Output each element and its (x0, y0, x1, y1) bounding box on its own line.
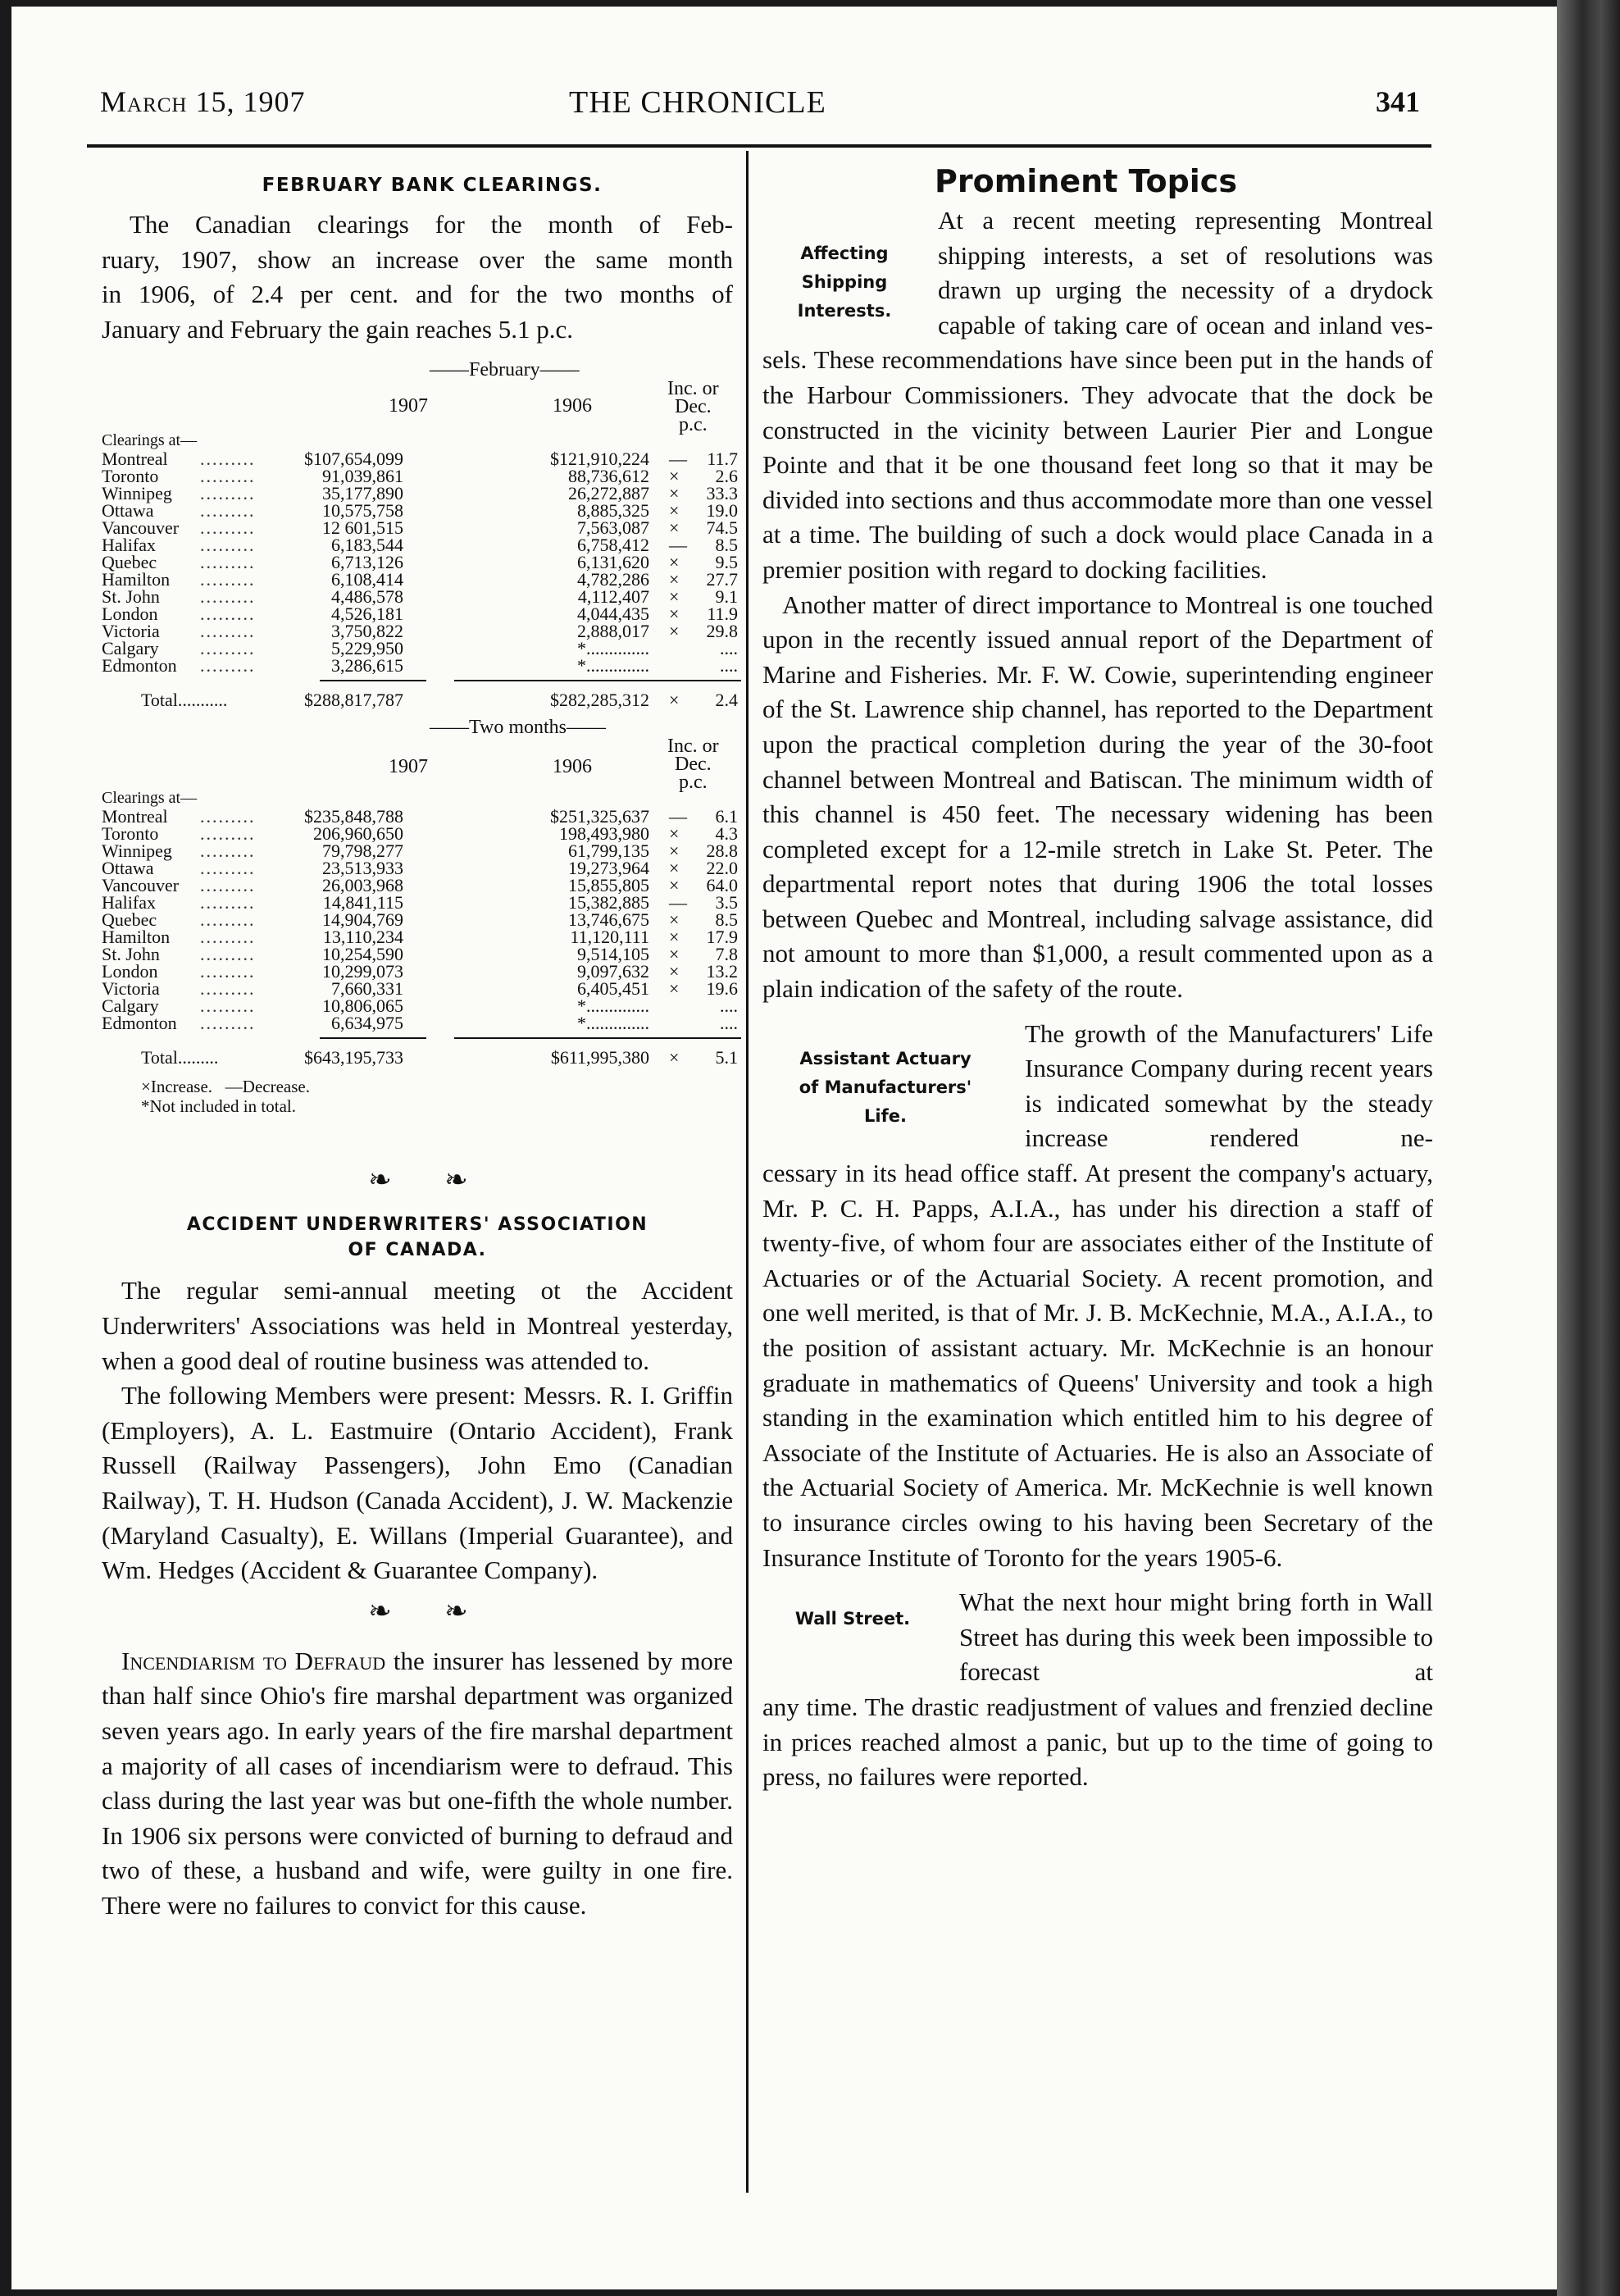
row-city: Winnipeg (102, 840, 172, 862)
row-value-1907: 14,904,769 (322, 909, 403, 931)
row-value-1906: $121,910,224 (550, 449, 649, 470)
row-percent: 74.5 (706, 517, 738, 539)
row-percent: 11.7 (707, 449, 738, 470)
row-value-1906: 15,382,885 (568, 892, 649, 913)
topics-title: Prominent Topics (935, 163, 1237, 199)
incendiarism-text: the insurer has lessened by more than half since Ohio's fire marshal department was organized seven years ago. In early years of the fire marshal department a majority of all cases of incendiarism were to defraud. This class during the last year was but one-fifth the whole number. In 1906 six persons were convicted of burning to defraud and two of these, a husband and wife, were guilty in one fire. There were no failures to convict for this cause. (102, 1646, 733, 1920)
row-sign: × (669, 500, 680, 522)
total-rule (454, 1037, 741, 1039)
table-row (102, 945, 741, 963)
leader-dots: ......... (200, 875, 256, 896)
legend-not-included: *Not included in total. (141, 1096, 296, 1117)
february-rows (102, 450, 741, 674)
row-value-1906: 11,120,111 (570, 927, 649, 948)
actuary-paragraph-rest: cessary in its head office staff. At present the company's actuary, Mr. P. C. H. Papps, A.I.A., has under his direction a staff of twenty-five, of whom four are associates either of the Institute of Actuaries or of the Actuarial Society. A recent promotion, and one well merited, is that of Mr. J. B. McKechnie, M.A., A.I.A., to the position of assistant actuary. Mr. McKechnie is an honour graduate in mathematics of Queens' University and took a high standing in the examination which entitled him to his degree of Associate of the Institute of Actuaries. He is also an Associate of the Actuarial Society of America. Mr. McKechnie is well known to insurance circles owing to his having been Secretary of the Insurance Institute of Toronto for the years 1905-6. (762, 1159, 1433, 1572)
leader-dots: ......... (200, 858, 256, 879)
leader-dots: ......... (200, 517, 256, 539)
total-1906: $282,285,312 (550, 690, 649, 711)
total-pc: 2.4 (715, 690, 738, 711)
shipping-paragraph-lead: At a recent meeting representing Montreal shipping interests, a set of resolutions was drawn up urging the necessity of a drydock capable of taking care of ocean and inland ves- (938, 206, 1433, 339)
row-city: St. John (102, 586, 160, 608)
actuary-paragraph-lead: The growth of the Manufacturers' Life Insurance Company during recent years is indicated somewhat by the steady increase rendered ne- (1025, 1018, 1433, 1153)
col-inc-header (667, 380, 719, 434)
row-percent: .... (720, 995, 738, 1017)
row-sign: × (669, 927, 680, 948)
row-percent: 11.9 (707, 604, 738, 625)
row-percent: 7.8 (715, 944, 738, 965)
row-city: Quebec (102, 552, 157, 573)
row-value-1906: 9,514,105 (577, 944, 649, 965)
column-rule (746, 151, 749, 2193)
accident-paragraph-1: The regular semi-annual meeting ot the Accident Underwriters' Associations was held in Montreal yesterday, when a good deal of routine business was attended to. (102, 1276, 733, 1375)
wallstreet-paragraph-lead: What the next hour might bring forth in Wall Street has during this week been impossible to forecast at (959, 1588, 1433, 1687)
row-sign: × (669, 875, 680, 896)
row-value-1907: 91,039,861 (322, 466, 403, 487)
fleuron-ornament: ❧ ❧ (368, 1165, 491, 1196)
row-value-1906: $251,325,637 (550, 806, 649, 827)
table-row (102, 963, 741, 980)
row-value-1907: 6,183,544 (331, 535, 403, 556)
row-value-1906: *.............. (577, 638, 649, 659)
total-label: Total........... (141, 690, 228, 711)
table-row (102, 909, 741, 931)
actuary-section (762, 1017, 1433, 1576)
total-rule (320, 680, 426, 681)
row-value-1906: 19,273,964 (568, 858, 649, 879)
header-date: March 15, 1907 (100, 85, 306, 118)
row-sign: × (669, 586, 680, 608)
leader-dots: ......... (200, 621, 256, 642)
row-value-1907: 10,299,073 (322, 961, 403, 982)
two-months-rows (102, 808, 741, 1032)
total-label-text: Total (141, 690, 178, 711)
row-sign: × (669, 621, 680, 642)
two-months-total-row (102, 1049, 741, 1068)
row-value-1906: 6,405,451 (577, 978, 649, 1000)
row-value-1906: 6,758,412 (577, 535, 649, 556)
incendiarism-lead: Incendiarism to Defraud (121, 1646, 386, 1675)
side-heading-line: Affecting (800, 244, 889, 263)
row-value-1906: 8,885,325 (577, 500, 649, 522)
table-row (102, 840, 741, 862)
header-page-number: 341 (1376, 85, 1420, 118)
row-value-1907: 4,486,578 (331, 586, 403, 608)
total-rule (454, 680, 741, 681)
total-pc: 5.1 (715, 1047, 738, 1068)
row-sign: — (669, 806, 687, 827)
table-row (102, 485, 741, 502)
total-1907: $643,195,733 (304, 1047, 403, 1068)
row-sign: × (669, 552, 680, 573)
row-value-1907: 13,110,234 (322, 927, 403, 948)
row-value-1906: 7,563,087 (577, 517, 649, 539)
row-value-1907: 3,286,615 (331, 655, 403, 676)
col-inc-line: p.c. (678, 414, 708, 436)
table-row (102, 517, 741, 539)
row-sign: × (669, 944, 680, 965)
col-inc-header (667, 736, 719, 794)
total-label-text: Total (141, 1047, 178, 1068)
row-percent: 33.3 (706, 483, 738, 504)
row-percent: 3.5 (715, 892, 738, 913)
row-sign: × (669, 909, 680, 931)
row-city: Hamilton (102, 569, 171, 590)
table-row (102, 657, 741, 674)
total-sign: × (669, 1047, 680, 1068)
row-city: Hamilton (102, 927, 171, 948)
leader-dots: ......... (200, 978, 256, 1000)
row-city: Victoria (102, 978, 160, 1000)
total-sign: × (669, 690, 680, 711)
fleuron-ornament: ❧ ❧ (368, 1596, 491, 1627)
intro-line: ruary, 1907, show an increase over the same month (102, 244, 733, 274)
row-percent: .... (720, 638, 738, 659)
row-percent: 17.9 (706, 927, 738, 948)
leader-dots: ......... (200, 604, 256, 625)
row-city: London (102, 961, 158, 982)
leader-dots: ......... (200, 535, 256, 556)
row-city: Vancouver (102, 517, 180, 539)
leader-dots: ......... (200, 840, 256, 862)
col-inc-line: Dec. (675, 754, 712, 776)
row-city: Ottawa (102, 858, 154, 879)
two-months-caption: ——Two months—— (430, 717, 606, 739)
row-city: Calgary (102, 995, 159, 1017)
side-heading-line: Assistant Actuary (799, 1048, 972, 1068)
header-title: THE CHRONICLE (569, 85, 826, 120)
row-value-1906: 6,131,620 (577, 552, 649, 573)
row-percent: .... (720, 655, 738, 676)
side-heading-line: Life. (864, 1105, 907, 1126)
row-sign: × (669, 569, 680, 590)
col-1907-header: 1907 (389, 395, 428, 417)
row-city: Montreal (102, 449, 168, 470)
row-value-1907: 6,108,414 (331, 569, 403, 590)
row-sign: — (669, 892, 687, 913)
left-column (102, 175, 738, 1923)
row-percent: 27.7 (706, 569, 738, 590)
leader-dots: ......... (200, 500, 256, 522)
row-sign: × (669, 466, 680, 487)
right-column (762, 161, 1433, 1795)
row-city: Edmonton (102, 1013, 177, 1034)
intro-line: The Canadian clearings for the month of Feb- (130, 210, 733, 239)
row-value-1907: 206,960,650 (313, 823, 403, 845)
row-city: London (102, 604, 158, 625)
row-value-1906: 198,493,980 (559, 823, 649, 845)
leader-dots: ......... (200, 806, 256, 827)
leader-dots: ......... (200, 586, 256, 608)
row-value-1906: 2,888,017 (577, 621, 649, 642)
table-row (102, 467, 741, 485)
table-row (102, 823, 741, 845)
row-value-1907: 10,575,758 (322, 500, 403, 522)
wallstreet-paragraph-rest: any time. The drastic readjustment of values and frenzied decline in prices reached almost a panic, but up to the time of going to press, no failures were reported. (762, 1692, 1433, 1792)
leader-dots: ......... (200, 569, 256, 590)
table-row (102, 927, 741, 948)
row-value-1907: 4,526,181 (331, 604, 403, 625)
leader-dots: ......... (200, 638, 256, 659)
legend-increase-decrease: ×Increase. —Decrease. (141, 1077, 310, 1097)
total-label: Total......... (141, 1047, 219, 1068)
row-percent: 6.1 (715, 806, 738, 827)
february-caption: ——February—— (430, 359, 580, 381)
row-city: Halifax (102, 535, 156, 556)
row-sign: × (669, 517, 680, 539)
wallstreet-side-heading (762, 1605, 943, 1633)
two-months-table (102, 736, 738, 1196)
incendiarism-paragraph (102, 1644, 733, 1924)
row-value-1907: $107,654,099 (304, 449, 403, 470)
row-value-1907: 5,229,950 (331, 638, 403, 659)
row-city: Toronto (102, 823, 159, 845)
leader-dots: ......... (200, 483, 256, 504)
row-value-1907: 79,798,277 (322, 840, 403, 862)
table-row (102, 571, 741, 588)
row-percent: 64.0 (706, 875, 738, 896)
row-city: Quebec (102, 909, 157, 931)
leader-dots: ......... (200, 995, 256, 1017)
row-value-1907: 35,177,890 (322, 483, 403, 504)
table-row (102, 449, 741, 470)
table-row (102, 995, 741, 1017)
table-row (102, 586, 741, 608)
row-value-1906: 88,736,612 (568, 466, 649, 487)
row-value-1906: 9,097,632 (577, 961, 649, 982)
row-value-1906: 26,272,887 (568, 483, 649, 504)
table-row (102, 1014, 741, 1032)
table-row (102, 640, 741, 657)
col-1906-header: 1906 (553, 756, 592, 778)
row-value-1906: *.............. (577, 995, 649, 1017)
table-row (102, 500, 741, 522)
row-city: St. John (102, 944, 160, 965)
table-row (102, 859, 741, 877)
row-city: Calgary (102, 638, 159, 659)
shipping-paragraph-2: Another matter of direct importance to Montreal is one touched upon in the recently issued annual report of the Department of Marine and Fisheries. Mr. F. W. Cowie, superintending engineer of the St. Lawrence ship channel, has reported to the Department upon the practical completion during the year of the 30-foot channel between Montreal and Batiscan. The minimum width of this channel is 450 feet. The necessary widening has been completed except for a 12-mile stretch in Lake St. Peter. The departmental report notes that during 1906 the total losses between Quebec and Montreal, including salvage assistance, did not amount to more than $1,000, a result commented upon as a plain indication of the safety of the route. (762, 590, 1433, 1004)
leader-dots: ......... (200, 961, 256, 982)
row-percent: 9.5 (715, 552, 738, 573)
table-row (102, 808, 741, 825)
clearings-at-label: Clearings at— (102, 431, 198, 450)
total-rule (320, 1037, 426, 1039)
table-row (102, 554, 741, 571)
row-value-1906: 4,782,286 (577, 569, 649, 590)
leader-dots: ......... (200, 1013, 256, 1034)
binding-gutter (1557, 0, 1620, 2296)
row-sign: × (669, 483, 680, 504)
header-rule (87, 144, 1431, 148)
table-row (102, 536, 741, 554)
col-inc-line: Inc. or (667, 378, 719, 400)
row-city: Winnipeg (102, 483, 172, 504)
row-value-1906: 4,112,407 (577, 586, 649, 608)
side-heading-line: Shipping (801, 272, 888, 292)
shipping-side-heading (762, 239, 926, 326)
row-city: Edmonton (102, 655, 177, 676)
col-inc-line: p.c. (678, 772, 708, 794)
row-percent: 19.0 (706, 500, 738, 522)
row-sign: × (669, 840, 680, 862)
clearings-title: FEBRUARY BANK CLEARINGS. (262, 175, 603, 196)
row-percent: 22.0 (706, 858, 738, 879)
total-1907: $288,817,787 (304, 690, 403, 711)
row-sign: × (669, 961, 680, 982)
row-city: Vancouver (102, 875, 180, 896)
table-row (102, 894, 741, 911)
leader-dots: ......... (200, 466, 256, 487)
col-inc-line: Dec. (675, 396, 712, 418)
row-percent: 9.1 (715, 586, 738, 608)
row-sign: × (669, 978, 680, 1000)
leader-dots: ......... (200, 655, 256, 676)
row-sign: × (669, 858, 680, 879)
row-value-1906: *.............. (577, 1013, 649, 1034)
row-value-1906: 4,044,435 (577, 604, 649, 625)
intro-line: in 1906, of 2.4 per cent. and for the two months of (102, 280, 733, 309)
clearings-intro (102, 207, 733, 347)
row-value-1907: 26,003,968 (322, 875, 403, 896)
accident-title-line1: ACCIDENT UNDERWRITERS' ASSOCIATION (186, 1214, 648, 1236)
row-percent: 8.5 (715, 535, 738, 556)
total-1906: $611,995,380 (550, 1047, 649, 1068)
row-city: Ottawa (102, 500, 154, 522)
row-percent: 2.6 (715, 466, 738, 487)
row-city: Montreal (102, 806, 168, 827)
row-value-1907: $235,848,788 (304, 806, 403, 827)
intro-line: January and February the gain reaches 5.1 p.c. (102, 314, 573, 344)
row-percent: 13.2 (706, 961, 738, 982)
wallstreet-section (762, 1585, 1433, 1795)
row-value-1906: *.............. (577, 655, 649, 676)
february-total-row (102, 691, 741, 711)
table-row (102, 877, 741, 894)
row-value-1907: 12 601,515 (322, 517, 403, 539)
row-percent: 4.3 (715, 823, 738, 845)
leader-dots: ......... (200, 552, 256, 573)
side-heading-line: Wall Street. (794, 1609, 911, 1629)
row-sign: × (669, 823, 680, 845)
row-value-1907: 14,841,115 (322, 892, 403, 913)
leader-dots: ......... (200, 449, 256, 470)
row-value-1906: 61,799,135 (568, 840, 649, 862)
row-value-1907: 6,713,126 (331, 552, 403, 573)
shipping-paragraph-rest: sels. These recommendations have since been put in the hands of the Harbour Commissioners. They advocate that the dock be constructed in the vicinity between Laurier Pier and Longue Pointe and that it be one thousand feet long so that it may be divided into sections and thus accommodate more than one vessel at a time. The building of such a dock would place Canada in a premier position with regard to docking facilities. (762, 345, 1433, 584)
row-sign: × (669, 604, 680, 625)
leader-dots: ......... (200, 823, 256, 845)
col-1907-header: 1907 (389, 756, 428, 778)
accident-title-line2: OF CANADA. (348, 1240, 487, 1261)
row-percent: 29.8 (706, 621, 738, 642)
actuary-side-heading (762, 1045, 1008, 1131)
row-value-1907: 10,806,065 (322, 995, 403, 1017)
row-percent: 19.6 (706, 978, 738, 1000)
row-city: Victoria (102, 621, 160, 642)
row-city: Toronto (102, 466, 159, 487)
table-row (102, 604, 741, 625)
side-heading-line: Interests. (797, 301, 892, 321)
leader-dots: ......... (200, 909, 256, 931)
row-value-1907: 3,750,822 (331, 621, 403, 642)
row-percent: 28.8 (706, 840, 738, 862)
row-value-1907: 6,634,975 (331, 1013, 403, 1034)
shipping-section (762, 203, 1433, 1007)
leader-dots: ......... (200, 892, 256, 913)
newspaper-page (11, 7, 1557, 2289)
side-heading-line: of Manufacturers' (799, 1077, 972, 1097)
table-row (102, 622, 741, 640)
row-city: Halifax (102, 892, 156, 913)
col-1906-header: 1906 (553, 395, 592, 417)
row-sign: — (669, 449, 687, 470)
leader-dots: ......... (200, 944, 256, 965)
row-value-1907: 23,513,933 (322, 858, 403, 879)
leader-dots: ......... (200, 927, 256, 948)
col-inc-line: Inc. or (667, 736, 719, 758)
row-value-1906: 13,746,675 (568, 909, 649, 931)
row-percent: 8.5 (715, 909, 738, 931)
clearings-at-label: Clearings at— (102, 789, 198, 808)
row-value-1907: 7,660,331 (331, 978, 403, 1000)
row-value-1906: 15,855,805 (568, 875, 649, 896)
table-row (102, 978, 741, 1000)
row-sign: — (669, 535, 687, 556)
accident-paragraph-2: The following Members were present: Messrs. R. I. Griffin (Employers), A. L. Eastmuire (Ontario Accident), Frank Russell (Railway Passengers), John Emo (Canadian Railway), T. H. Hudson (Canada Accident), J. W. Mackenzie (Maryland Casualty), E. Willans (Imperial Guarantee), and Wm. Hedges (Accident & Guarantee Company). (102, 1381, 733, 1585)
row-percent: .... (720, 1013, 738, 1034)
row-value-1907: 10,254,590 (322, 944, 403, 965)
